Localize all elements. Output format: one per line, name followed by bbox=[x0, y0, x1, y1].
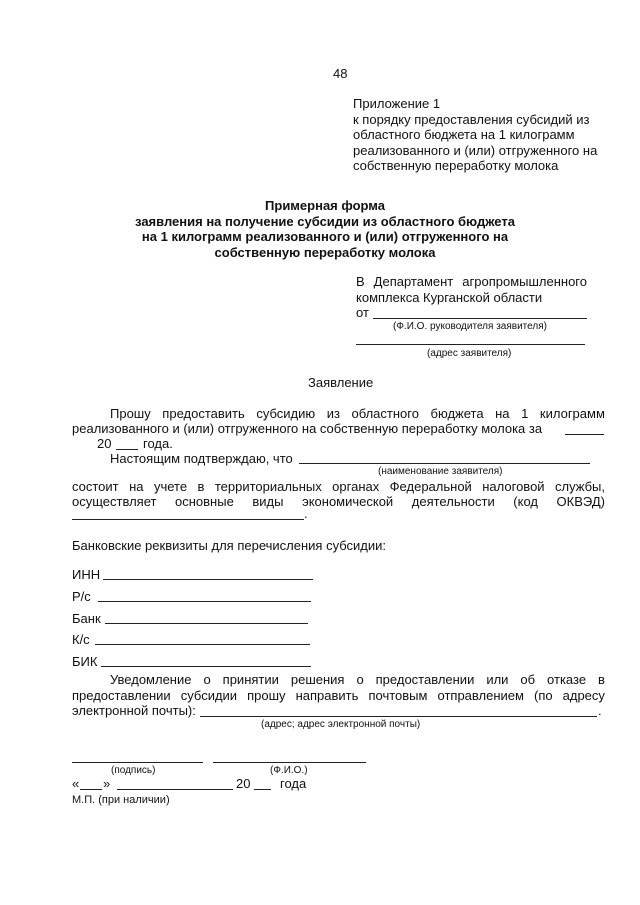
addressee-line-1: В Департамент агропромышленного bbox=[356, 274, 587, 289]
year-input-line[interactable] bbox=[116, 449, 138, 450]
page-number: 48 bbox=[333, 66, 348, 81]
okved-end: . bbox=[304, 506, 308, 521]
period-input-line[interactable] bbox=[565, 434, 604, 435]
year-suffix: года. bbox=[143, 436, 173, 451]
form-title-line: собственную переработку молока bbox=[214, 244, 436, 260]
inn-input-line[interactable] bbox=[103, 579, 313, 580]
from-label: от bbox=[356, 305, 369, 320]
appendix-line: областного бюджета на 1 килограмм bbox=[353, 127, 575, 142]
notify-line-3: электронной почты): bbox=[72, 703, 196, 718]
p1-line-2: реализованного и (или) отгруженного на собственную переработку молока за bbox=[72, 421, 543, 436]
name-input-line[interactable] bbox=[213, 762, 366, 763]
form-title-line: заявления на получение субсидии из областного бюджета bbox=[135, 213, 515, 229]
month-input-line[interactable] bbox=[117, 789, 233, 790]
bank-input-line[interactable] bbox=[105, 623, 308, 624]
signature-input-line[interactable] bbox=[72, 762, 203, 763]
date-close-quote: » bbox=[103, 776, 111, 791]
date-year-suffix: года bbox=[280, 776, 307, 791]
appendix-line: реализованного и (или) отгруженного на bbox=[353, 142, 598, 158]
account-label: Р/с bbox=[72, 589, 91, 604]
signature-caption: (подпись) bbox=[111, 765, 156, 776]
appendix-line: к порядку предоставления субсидий из bbox=[353, 111, 590, 127]
year-prefix: 20 bbox=[97, 436, 112, 451]
p1-line-1: Прошу предоставить субсидию из областного бюджета на 1 килограмм bbox=[110, 406, 605, 421]
date-year-prefix: 20 bbox=[236, 776, 251, 791]
date-year-input-line[interactable] bbox=[254, 789, 271, 790]
p2-line: состоит на учете в территориальных органах Федеральной налоговой службы, bbox=[72, 479, 605, 494]
notify-line-1: Уведомление о принятии решения о предоставлении или об отказе в bbox=[110, 672, 605, 687]
confirm-text: Настоящим подтверждаю, что bbox=[110, 451, 293, 466]
from-caption: (Ф.И.О. руководителя заявителя) bbox=[393, 321, 547, 332]
applicant-input-line[interactable] bbox=[299, 463, 590, 464]
appendix-line: собственную переработку молока bbox=[353, 158, 559, 173]
notify-end: . bbox=[598, 703, 602, 718]
form-title-line: на 1 килограмм реализованного и (или) отгруженного на bbox=[141, 229, 509, 244]
corr-account-label: К/с bbox=[72, 632, 90, 647]
name-caption: (Ф.И.О.) bbox=[270, 765, 308, 776]
form-title bbox=[120, 198, 530, 260]
form-title-line: Примерная форма bbox=[265, 198, 385, 213]
bank-heading: Банковские реквизиты для перечисления субсидии: bbox=[72, 538, 386, 553]
from-input-line[interactable] bbox=[373, 318, 587, 319]
stamp-note: М.П. (при наличии) bbox=[72, 794, 170, 806]
applicant-caption: (наименование заявителя) bbox=[378, 466, 503, 477]
statement-title: Заявление bbox=[308, 375, 374, 390]
corr-account-input-line[interactable] bbox=[95, 644, 310, 645]
email-input-line[interactable] bbox=[200, 716, 597, 717]
addressee-line-2: комплекса Курганской области bbox=[356, 290, 543, 305]
address-caption: (адрес заявителя) bbox=[427, 348, 512, 359]
notify-line-2: предоставлении субсидии прошу направить почтовым отправлением (по адресу bbox=[72, 688, 605, 703]
bank-label: Банк bbox=[72, 611, 101, 626]
date-open-quote: « bbox=[72, 776, 80, 791]
okved-input-line[interactable] bbox=[72, 519, 304, 520]
email-caption: (адрес; адрес электронной почты) bbox=[261, 719, 421, 730]
address-input-line[interactable] bbox=[356, 344, 585, 345]
p3-line: осуществляет основные виды экономической деятельности (код ОКВЭД) bbox=[72, 494, 605, 509]
appendix-line: Приложение 1 bbox=[353, 96, 441, 111]
appendix-block bbox=[353, 96, 597, 174]
account-input-line[interactable] bbox=[98, 601, 311, 602]
day-input-line[interactable] bbox=[80, 789, 102, 790]
inn-label: ИНН bbox=[72, 567, 101, 582]
bik-input-line[interactable] bbox=[101, 666, 311, 667]
bik-label: БИК bbox=[72, 654, 98, 669]
